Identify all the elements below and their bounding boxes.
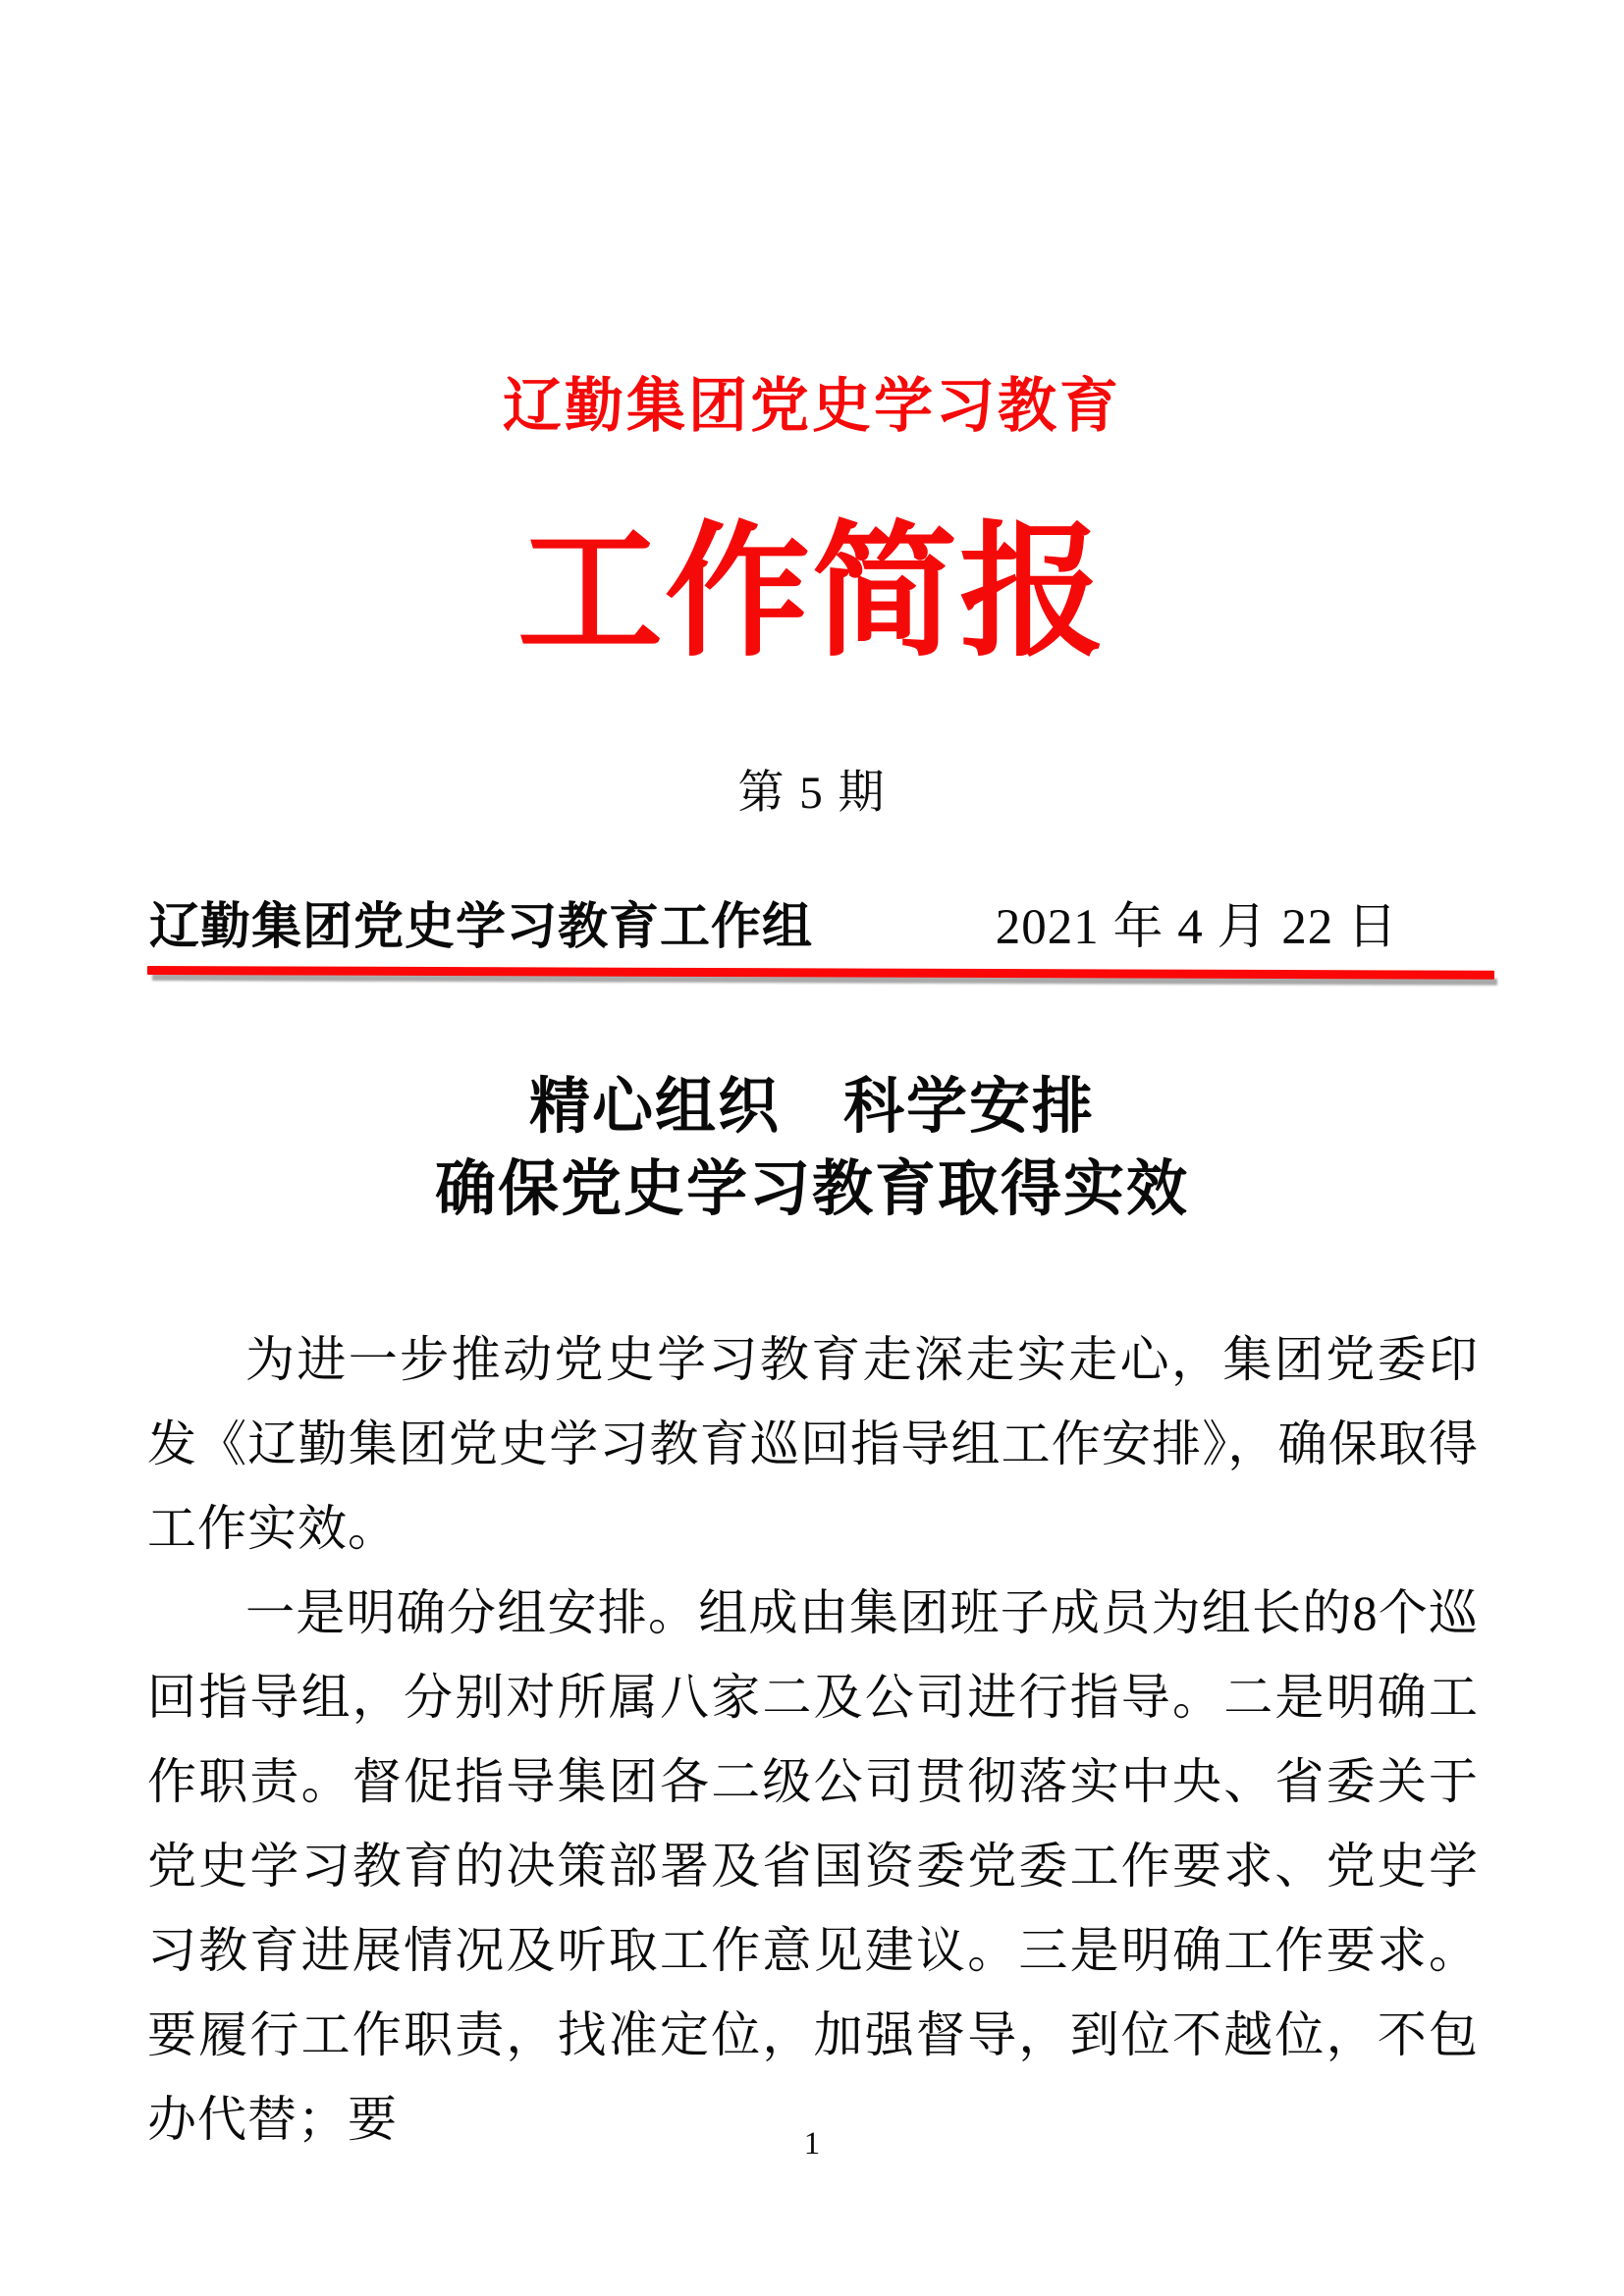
masthead-row: [149, 897, 1492, 958]
article-headline: [0, 1066, 1624, 1231]
article-body: [147, 1317, 1479, 2162]
red-divider-rule: [147, 966, 1494, 980]
organization-title: 辽勤集团党史学习教育: [503, 374, 1121, 439]
issue-date: 2021 年 4 月 22 日: [995, 900, 1398, 955]
headline-line-2: 确保党史学习教育取得实效: [434, 1156, 1189, 1223]
bulletin-title: 工作简报: [517, 513, 1107, 674]
page-number: 1: [803, 2126, 821, 2162]
issuing-unit: 辽勤集团党史学习教育工作组: [149, 900, 814, 955]
body-paragraph-2: 一是明确分组安排。组成由集团班子成员为组长的8个巡回指导组，分别对所属八家二及公司进行指导。二是明确工作职责。督促指导集团各二级公司贯彻落实中央、省委关于党史学习教育的决策部署及省国资委党委工作要求、党史学习教育进展情况及听取工作意见建议。三是明确工作要求。要履行工作职责，找准定位，加强督导，到位不越位，不包办代替；要: [147, 1585, 1479, 2147]
body-paragraph-1: 为进一步推动党史学习教育走深走实走心，集团党委印发《辽勤集团党史学习教育巡回指导组工作安排》，确保取得工作实效。: [147, 1332, 1479, 1556]
issue-number: 第 5 期: [737, 768, 887, 819]
headline-line-1: 精心组织 科学安排: [528, 1074, 1095, 1141]
